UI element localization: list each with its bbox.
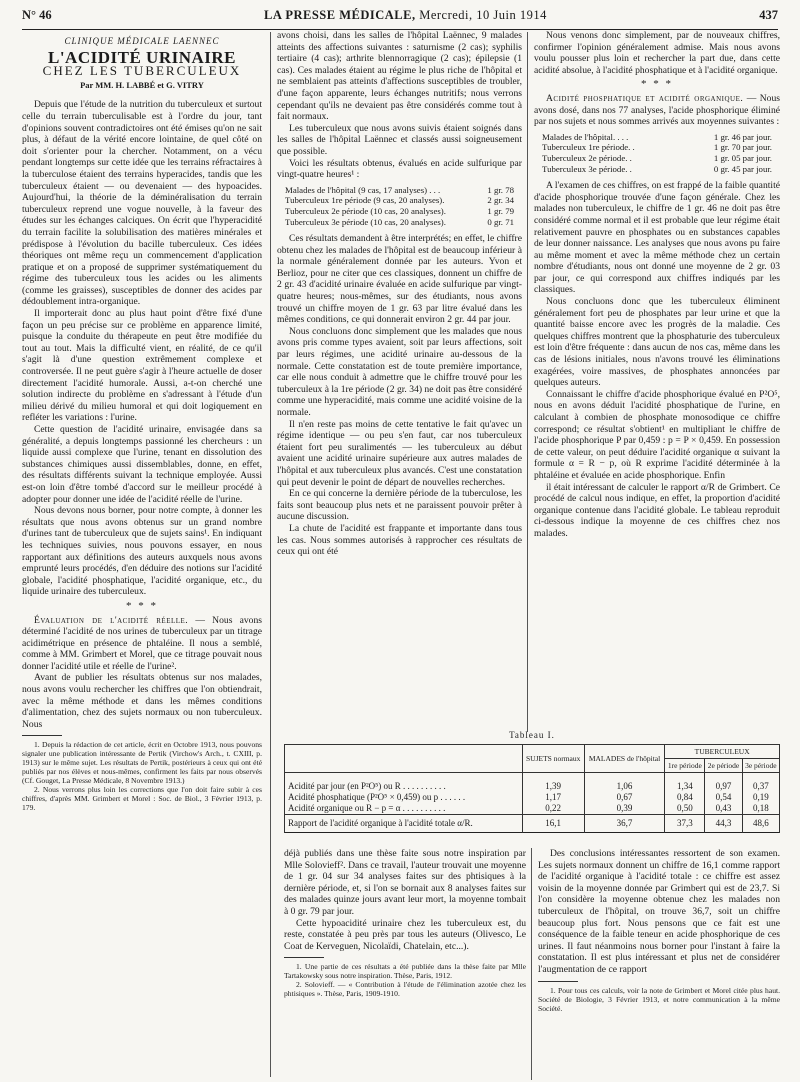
footnote: 1. Une partie de ces résultats a été publiée dans la thèse faite par Mlle Tartakowsky sous notre inspiration. Thèse, Paris, 1912. — [284, 962, 526, 981]
results-list — [285, 185, 522, 227]
paragraph: Il n'en reste pas moins de cette tentative le fait qu'avec un régime identique — ou peu s'en faut, car nos tuberculeux étaient fort peu suralimentés — les tuberculeux au début avaient une acidité urinaire supérieure aux autres malades de l'hôpital et aux tuberculeux plus avancés. C'est une constatation qui peut devenir le point de départ de nouvelles recherches. — [277, 418, 522, 488]
footnote: 2. Nous verrons plus loin les corrections que l'on doit faire subir à ces chiffres, d'après MM. Grimbert et Morel : Soc. de Biol., 3 Février 1913, p. 179. — [22, 785, 262, 813]
footnote: 1. Pour tous ces calculs, voir la note de Grimbert et Morel citée plus haut. Société de Biologie, 3 Février 1913, et notre communication à la même Société. — [538, 985, 780, 1013]
paragraph: Nous devons nous borner, pour notre compte, à donner les résultats que nous avons obtenus sur un grand nombre d'urines tant de tuberculeux que de sujets sains¹. En indiquant les techniques suivies, nous pouvons essayer, en nous rapportant aux définitions des auteurs auxquels nous avons emprunté leurs procédés, d'en déduire des notions sur l'acidité globale, l'acidité phosphatique, l'acidité organique, etc., du liquide urinaire des tuberculeux. — [22, 505, 262, 598]
paragraph: Voici les résultats obtenus, évalués en acide sulfurique par vingt-quatre heures¹ : — [277, 157, 522, 181]
column-1 — [22, 30, 262, 812]
paragraph: Nous concluons donc simplement que les malades que nous avons pris comme types avaient, soit par leurs affections, soit par leurs régimes, une acidité urinaire au-dessous de la normale. Cette constatation est de toute première importance, car elle nous conduit à admettre que le chiffre trouvé pour les tuberculeux à la 1re période (2 gr. 34) ne doit pas être considéré comme une hyperacidité, mais comme une acidité voisine de la normale. — [277, 325, 522, 418]
list-item: Tuberculeux 2e période (10 cas, 20 analyses). 1 gr. 79 — [285, 205, 514, 216]
paragraph — [22, 615, 262, 673]
column-rule — [531, 848, 532, 1080]
section-ornament: * * * — [641, 78, 673, 91]
paragraph: avons choisi, dans les salles de l'hôpital Laënnec, 9 malades atteints des affections suivantes : saturnisme (2 cas); syphilis tertiaire (4 cas); arthrite blennorragique (2 cas); épilepsie (1 cas). Ces malades étaient au régime le plus riche de l'hôpital et ne semblaient pas atteints d'affections susceptibles de troubler, d'une façon apparente, leurs échanges nutritifs; nous verrons cependant qu'ils ne devaient pas être considérés comme tout à fait normaux. — [277, 30, 522, 123]
article-title: L'ACIDITÉ URINAIRE — [47, 47, 236, 67]
page-header — [22, 8, 778, 30]
table-header: MALADES de l'hôpital — [584, 745, 665, 773]
footnote: 2. Solovieff. — « Contribution à l'étude de l'élimination azotée chez les phtisiques ». Thèse, Paris, 1909-1910. — [284, 980, 526, 999]
subheading: Évaluation de l'acidité réelle. — [34, 614, 189, 626]
list-item: Tuberculeux 3e période (10 cas, 20 analyses). 0 gr. 71 — [285, 216, 514, 227]
table-header: 3e période — [742, 759, 779, 773]
paragraph: Cette question de l'acidité urinaire, envisagée dans sa généralité, a depuis longtemps passionné les chercheurs : un liquide aussi complexe que l'urine, tenant en dissolution des substances chimiques aussi dissemblables, donne, en effet, des résultats différents suivant la technique employée. Aussi est-on loin d'être tombé d'accord sur le meilleur procédé à adopter pour donner une idée de l'acidité réelle de l'urine. — [22, 424, 262, 505]
paragraph: déjà publiés dans une thèse faite sous notre inspiration par Mlle Solovieff². Dans ce travail, l'auteur trouvait une moyenne de 1 gr. 04 sur 34 analyses faites sur des phtisiques à la dernière période, et, si l'on se bornait aux 8 analyses faites sur des malades quinze jours avant leur mort, la moyenne tombait à 0 gr. 79 par jour. — [284, 848, 526, 917]
footnote-separator — [284, 957, 324, 958]
paragraph: La chute de l'acidité est frappante et importante dans tous les cas. Nous sommes autorisés à rapprocher ces résultats de ceux qui ont été — [277, 522, 522, 558]
table-header: 2e période — [705, 759, 742, 773]
masthead — [52, 8, 760, 23]
table-block — [284, 730, 780, 833]
journal-name: LA PRESSE MÉDICALE, — [264, 8, 416, 22]
page-number: 437 — [759, 8, 778, 22]
paragraph: Avant de publier les résultats obtenus sur nos malades, nous avons voulu rechercher les chiffres que l'on obtiendrait, avec la même méthode et dans les mêmes conditions d'alimentation, chez des sujets normaux ou non tuberculeux. Nous — [22, 672, 262, 730]
table-row: Acidité organique ou R − p = α . . . . . . . . . . 0,22 0,39 0,50 0,43 0,18 — [285, 803, 780, 815]
list-item: Tuberculeux 1re période. . 1 gr. 70 par jour. — [542, 142, 772, 153]
table-header: SUJETS normaux — [522, 745, 584, 773]
paragraph: Depuis que l'étude de la nutrition du tuberculeux et surtout celle du terrain tuberculisable est à l'ordre du jour, tant d'opinions souvent contradictoires ont été émises qu'on ne sait plus, à défaut de la vérité encore lointaine, de quel côté on doit s'orienter pour la chercher. Notamment, on a vécu pendant longtemps sur cette idée que les terrains réfractaires à la tuberculose étaient des terrains hyperacides, tandis que les tuberculeux étaient — ou devenaient — des hypoacides. Aujourd'hui, la théorie de la déminéralisation du terrain tuberculeux reprend une vogue nouvelle, à la faveur des études sur les échanges calciques. On écrit que l'hyperacidité du terrain facilite la solubilisation des matières minérales et prédispose à l'évolution du bacille tuberculeux. Ces idées théoriques ont même reçu un commencement d'application pratique et on a proposé de supprimer systématiquement du régime des tuberculeux tous les acides ou les aliments (comme les graisses), susceptibles de donner des acides par dédoublement intra-organique. — [22, 99, 262, 308]
section-label: CLINIQUE MÉDICALE LAENNEC — [64, 36, 220, 46]
table-header-empty — [285, 745, 523, 773]
issue-number: N° 46 — [22, 8, 52, 22]
paragraph: Cette hypoacidité urinaire chez les tuberculeux est, du reste, constatée à peu près par tous les auteurs (Olivesco, Le Coat de Kerveguen, Nicolaïdi, Chatelain, etc...). — [284, 917, 526, 952]
subheading: Acidité phosphatique et acidité organique. — [546, 92, 744, 104]
paragraph: Les tuberculeux que nous avons suivis étaient soignés dans les salles de l'hôpital Laënnec et classés aussi soigneusement que possible. — [277, 122, 522, 157]
table-row: Acidité par jour (en P²O⁵) ou R . . . . . . . . . . 1,39 1,06 1,34 0,97 0,37 — [285, 781, 780, 792]
footnote: 1. Depuis la rédaction de cet article, écrit en Octobre 1913, nous pouvons signaler une publication intéressante de Pertik (Virchow's Arch., t. CXIII, p. 1913) sur le même sujet. Les résultats de Pertik, postérieurs à ceux qui ont été publiés par nos élèves et nous-mêmes, confirment les faits par nous observés (Cf. Gouget, La Presse Médicale, 8 Novembre 1913.) — [22, 740, 262, 786]
paragraph: Connaissant le chiffre d'acide phosphorique évalué en P²O⁵, nous en avons déduit l'acidité phosphatique de l'urine, en calculant à combien de phosphate monosodique ce chiffre correspond; ce résultat s'obtient¹ en multipliant le chiffre de l'acide phosphorique P par 0,459 : p = P × 0,459. En possession de cette valeur, on peut déduire l'acidité organique α suivant la formule α = R − p, où R exprime l'acidité déterminée à la phtaléine et évaluée en acide phosphorique. Enfin — [534, 388, 780, 481]
results-table — [284, 744, 780, 833]
table-header: 1re période — [665, 759, 705, 773]
footnote-separator — [22, 735, 62, 736]
article-byline: Par MM. H. LABBÉ et G. VITRY — [80, 79, 204, 90]
list-item: Tuberculeux 2e période. . 1 gr. 05 par jour. — [542, 152, 772, 163]
column-2 — [277, 30, 522, 558]
means-list — [542, 132, 780, 174]
issue-date: Mercredi, 10 Juin 1914 — [419, 8, 547, 22]
list-item: Tuberculeux 3e période. . 0 gr. 45 par jour. — [542, 163, 772, 174]
section-ornament: * * * — [126, 599, 158, 612]
table-row: Rapport de l'acidité organique à l'acidité totale α/R. 16,1 36,7 37,3 44,3 48,6 — [285, 815, 780, 833]
paragraph: En ce qui concerne la dernière période de la tuberculose, les faits sont beaucoup plus nets et ne paraissent pouvoir prêter à aucune discussion. — [277, 488, 522, 523]
paragraph-text: — Nous avons déterminé l'acidité de nos urines de tuberculeux par un titrage acidimétrique en présence de phtaléine. Il nous a semblé, comme à MM. Grimbert et Morel, que ce titrage pouvait nous donner l'acidité utile et réelle de l'urine². — [22, 614, 262, 672]
article-subtitle: CHEZ LES TUBERCULEUX — [42, 63, 242, 79]
list-item: Malades de l'hôpital (9 cas, 17 analyses) . . . 1 gr. 78 — [285, 184, 514, 195]
paragraph — [534, 93, 780, 128]
list-item: Malades de l'hôpital. . . . 1 gr. 46 par jour. — [542, 131, 772, 142]
column-rule — [270, 32, 271, 1077]
footnote-separator — [538, 981, 578, 982]
paragraph: Il importerait donc au plus haut point d'être fixé d'une façon un peu précise sur ce problème en apparence limité, puisque la conduite du thérapeute en peut être modifiée du tout au tout. Mais la difficulté vient, en réalité, de ce qu'il s'agit là d'une question extrêmement complexe et controversée. Il ne peut guère s'agir à l'heure actuelle de doser directement l'acidité humorale. Aussi, a-t-on cherché une solution indirecte du problème en s'adressant à l'étude d'un milieu dérivé du milieu humoral et qui doit logiquement en refléter les variations : l'urine. — [22, 308, 262, 424]
paragraph: Des conclusions intéressantes ressortent de son examen. Les sujets normaux donnent un chiffre de 16,1 comme rapport de l'acidité organique à l'acidité totale : ce chiffre est assez voisin de la moyenne donnée par Grimbert qui est de 23,7. Si l'on considère la moyenne obtenue chez les malades non tuberculeux de l'hôpital, on trouve 36,7, soit un chiffre beaucoup plus fort. Nous pensons que ce fait est une conséquence de la faible teneur en acide phosphorique de ces urines. Il faut néanmoins nous borner pour l'instant à faire la constatation. Il est plus intéressant et plus net de considérer l'augmentation de ce rapport — [538, 848, 780, 975]
column-3 — [534, 30, 780, 540]
paragraph-text: — Nous avons dosé, dans nos 77 analyses, l'acide phosphorique éliminé par nos sujets et nous sommes arrivés aux moyennes suivantes : — [534, 92, 780, 128]
paragraph: il était intéressant de calculer le rapport α/R de Grimbert. Ce procédé de calcul nous indique, en effet, la proportion d'acidité organique contenue dans l'acidité globale. Le tableau reproduit ci-dessous indique la moyenne de ces chiffres chez nos malades. — [534, 481, 780, 539]
column-rule — [527, 32, 528, 732]
paragraph: Ces résultats demandent à être interprétés; en effet, le chiffre obtenu chez les malades de l'hôpital est de beaucoup inférieur à la normale généralement donnée par les auteurs. Yvon et Berlioz, pour ne citer que ces classiques, donnent un chiffre de 2 gr. 43 d'acidité urinaire évaluée en acide sulfurique par vingt-quatre heures; nous-mêmes, sur des étudiants, nous avons trouvé un chiffre moyen de 1 gr. 63 par litre évalué dans les mêmes conditions, ce qui donnerait environ 2 gr. 44 par jour. — [277, 233, 522, 326]
column-2-lower — [284, 848, 526, 998]
table-row: Acidité phosphatique (P²O⁵ × 0,459) ou p . . . . . . 1,17 0,67 0,84 0,54 0,19 — [285, 792, 780, 803]
paragraph: Nous concluons donc que les tuberculeux éliminent généralement fort peu de phosphates par leur urine et que la quantité baisse encore avec les progrès de la maladie. Ces quelques chiffres montrent que la phosphaturie des tuberculeux est loin d'être fréquente : dans aucun de nos cas, même dans les cas de lésions initiales, nous n'avons trouvé les éliminations exagérées, voire massives, de phosphates annoncées par quelques auteurs. — [534, 296, 780, 389]
list-item: Tuberculeux 1re période (9 cas, 20 analyses). 2 gr. 34 — [285, 195, 514, 206]
paragraph: A l'examen de ces chiffres, on est frappé de la faible quantité d'acide phosphorique trouvée d'une façon générale. Chez les malades non tuberculeux, le chiffre de 1 gr. 46 ne doit pas être considéré comme normal et il est probable que leur régime était relativement pauvre en phosphates ou en substances capables de leur donner naissance. Les analyses que nous avons pu faire au même moment et avec la même méthode chez un certain nombre d'étudiants, nous ont donné une moyenne de 2 gr. 03 par jour, ce qui correspond aux chiffres indiqués par les classiques. — [534, 180, 780, 296]
paragraph: Nous venons donc simplement, par de nouveaux chiffres, confirmer l'opinion généralement admise. Mais nous avons voulu pousser plus loin et rechercher la part due, dans cette acidité absolue, à l'acidité phosphatique et à l'acidité organique. — [534, 30, 780, 76]
table-header: TUBERCULEUX — [665, 745, 780, 759]
table-caption: Tableau I. — [509, 730, 555, 740]
column-3-lower — [538, 848, 780, 1013]
